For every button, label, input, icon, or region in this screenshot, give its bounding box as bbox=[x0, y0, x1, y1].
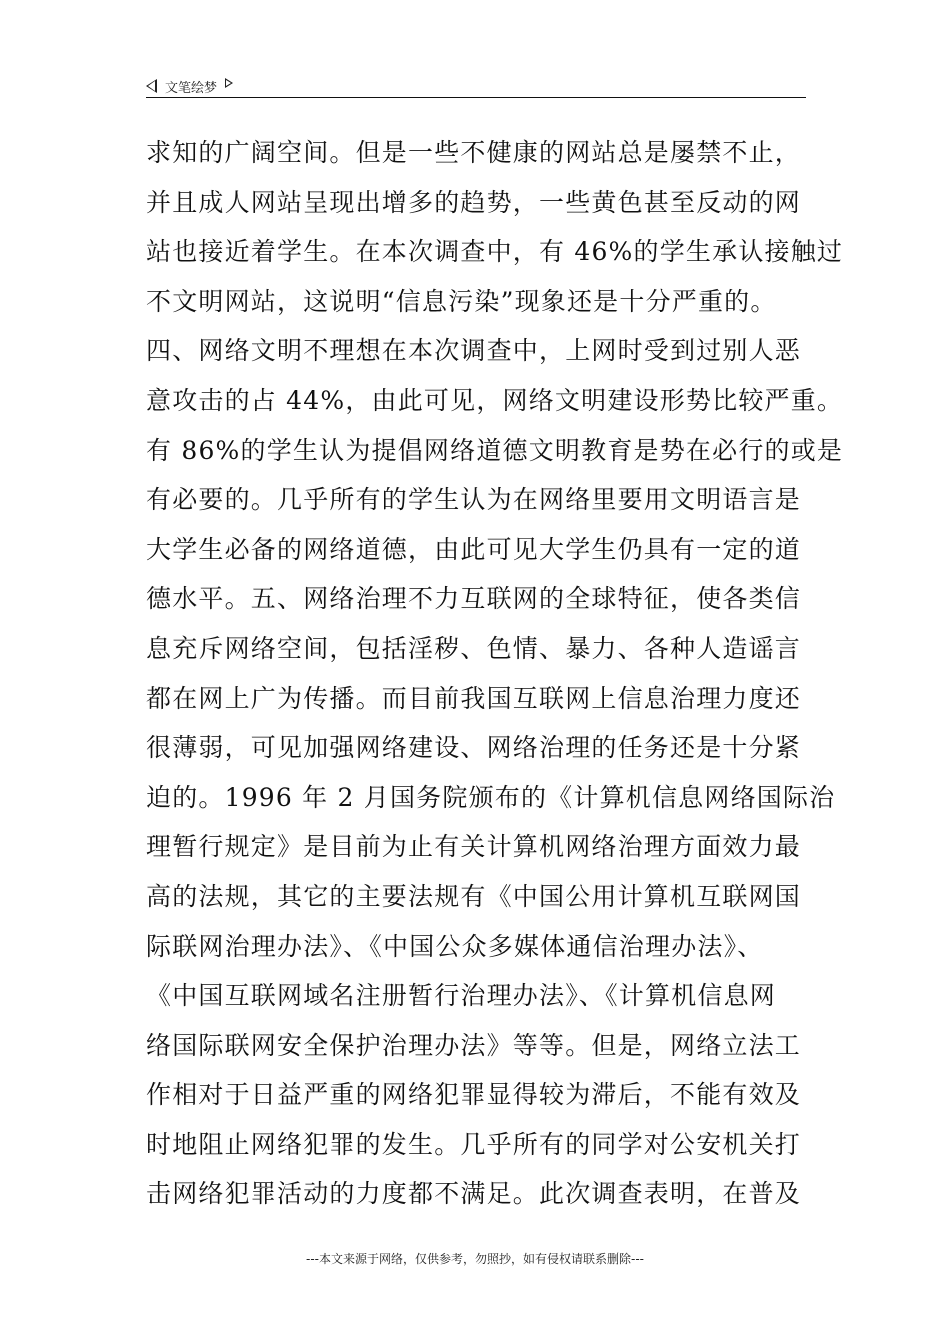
text-line: 德水平。五、网络治理不力互联网的全球特征，使各类信 bbox=[146, 584, 802, 614]
text-line: 并且成人网站呈现出增多的趋势，一些黄色甚至反动的网 bbox=[146, 187, 802, 217]
page-footer: ---本文来源于网络，仅供参考，勿照抄，如有侵权请联系删除--- bbox=[306, 1252, 644, 1266]
triangle-right-icon bbox=[225, 78, 233, 88]
triangle-left-icon bbox=[146, 79, 157, 93]
text-line: 迫的。1996 年 2 月国务院颁布的《计算机信息网络国际治 bbox=[146, 782, 836, 812]
text-line: 际联网治理办法》、《中国公众多媒体通信治理办法》、 bbox=[146, 931, 764, 961]
text-line: 有 86%的学生认为提倡网络道德文明教育是势在必行的或是 bbox=[146, 435, 844, 465]
text-line: 击网络犯罪活动的力度都不满足。此次调查表明，在普及 bbox=[146, 1179, 802, 1209]
text-line: 不文明网站，这说明“信息污染”现象还是十分严重的。 bbox=[146, 286, 777, 316]
text-line: 站也接近着学生。在本次调查中，有 46%的学生承认接触过 bbox=[146, 237, 844, 267]
text-line: 息充斥网络空间，包括淫秽、色情、暴力、各种人造谣言 bbox=[146, 633, 802, 663]
text-line: 意攻击的占 44%，由此可见，网络文明建设形势比较严重。 bbox=[146, 385, 844, 415]
text-line: 有必要的。几乎所有的学生认为在网络里要用文明语言是 bbox=[146, 485, 802, 515]
text-line: 作相对于日益严重的网络犯罪显得较为滞后，不能有效及 bbox=[146, 1080, 802, 1110]
header-divider bbox=[146, 97, 806, 98]
text-line: 四、网络文明不理想在本次调查中，上网时受到过别人恶 bbox=[146, 336, 802, 366]
body-text bbox=[146, 128, 844, 1219]
text-line: 络国际联网安全保护治理办法》等等。但是，网络立法工 bbox=[146, 1030, 802, 1060]
text-line: 大学生必备的网络道德，由此可见大学生仍具有一定的道 bbox=[146, 534, 802, 564]
page-header bbox=[146, 74, 806, 98]
text-line: 理暂行规定》是目前为止有关计算机网络治理方面效力最 bbox=[146, 832, 802, 862]
text-line: 高的法规，其它的主要法规有《中国公用计算机互联网国 bbox=[146, 881, 802, 911]
text-line: 《中国互联网域名注册暂行治理办法》、《计算机信息网 bbox=[146, 981, 777, 1011]
text-line: 很薄弱，可见加强网络建设、网络治理的任务还是十分紧 bbox=[146, 733, 802, 763]
text-line: 都在网上广为传播。而目前我国互联网上信息治理力度还 bbox=[146, 683, 802, 713]
header-title: 文笔绘梦 bbox=[165, 80, 218, 96]
text-line: 时地阻止网络犯罪的发生。几乎所有的同学对公安机关打 bbox=[146, 1129, 802, 1159]
text-line: 求知的广阔空间。但是一些不健康的网站总是屡禁不止， bbox=[146, 138, 802, 167]
